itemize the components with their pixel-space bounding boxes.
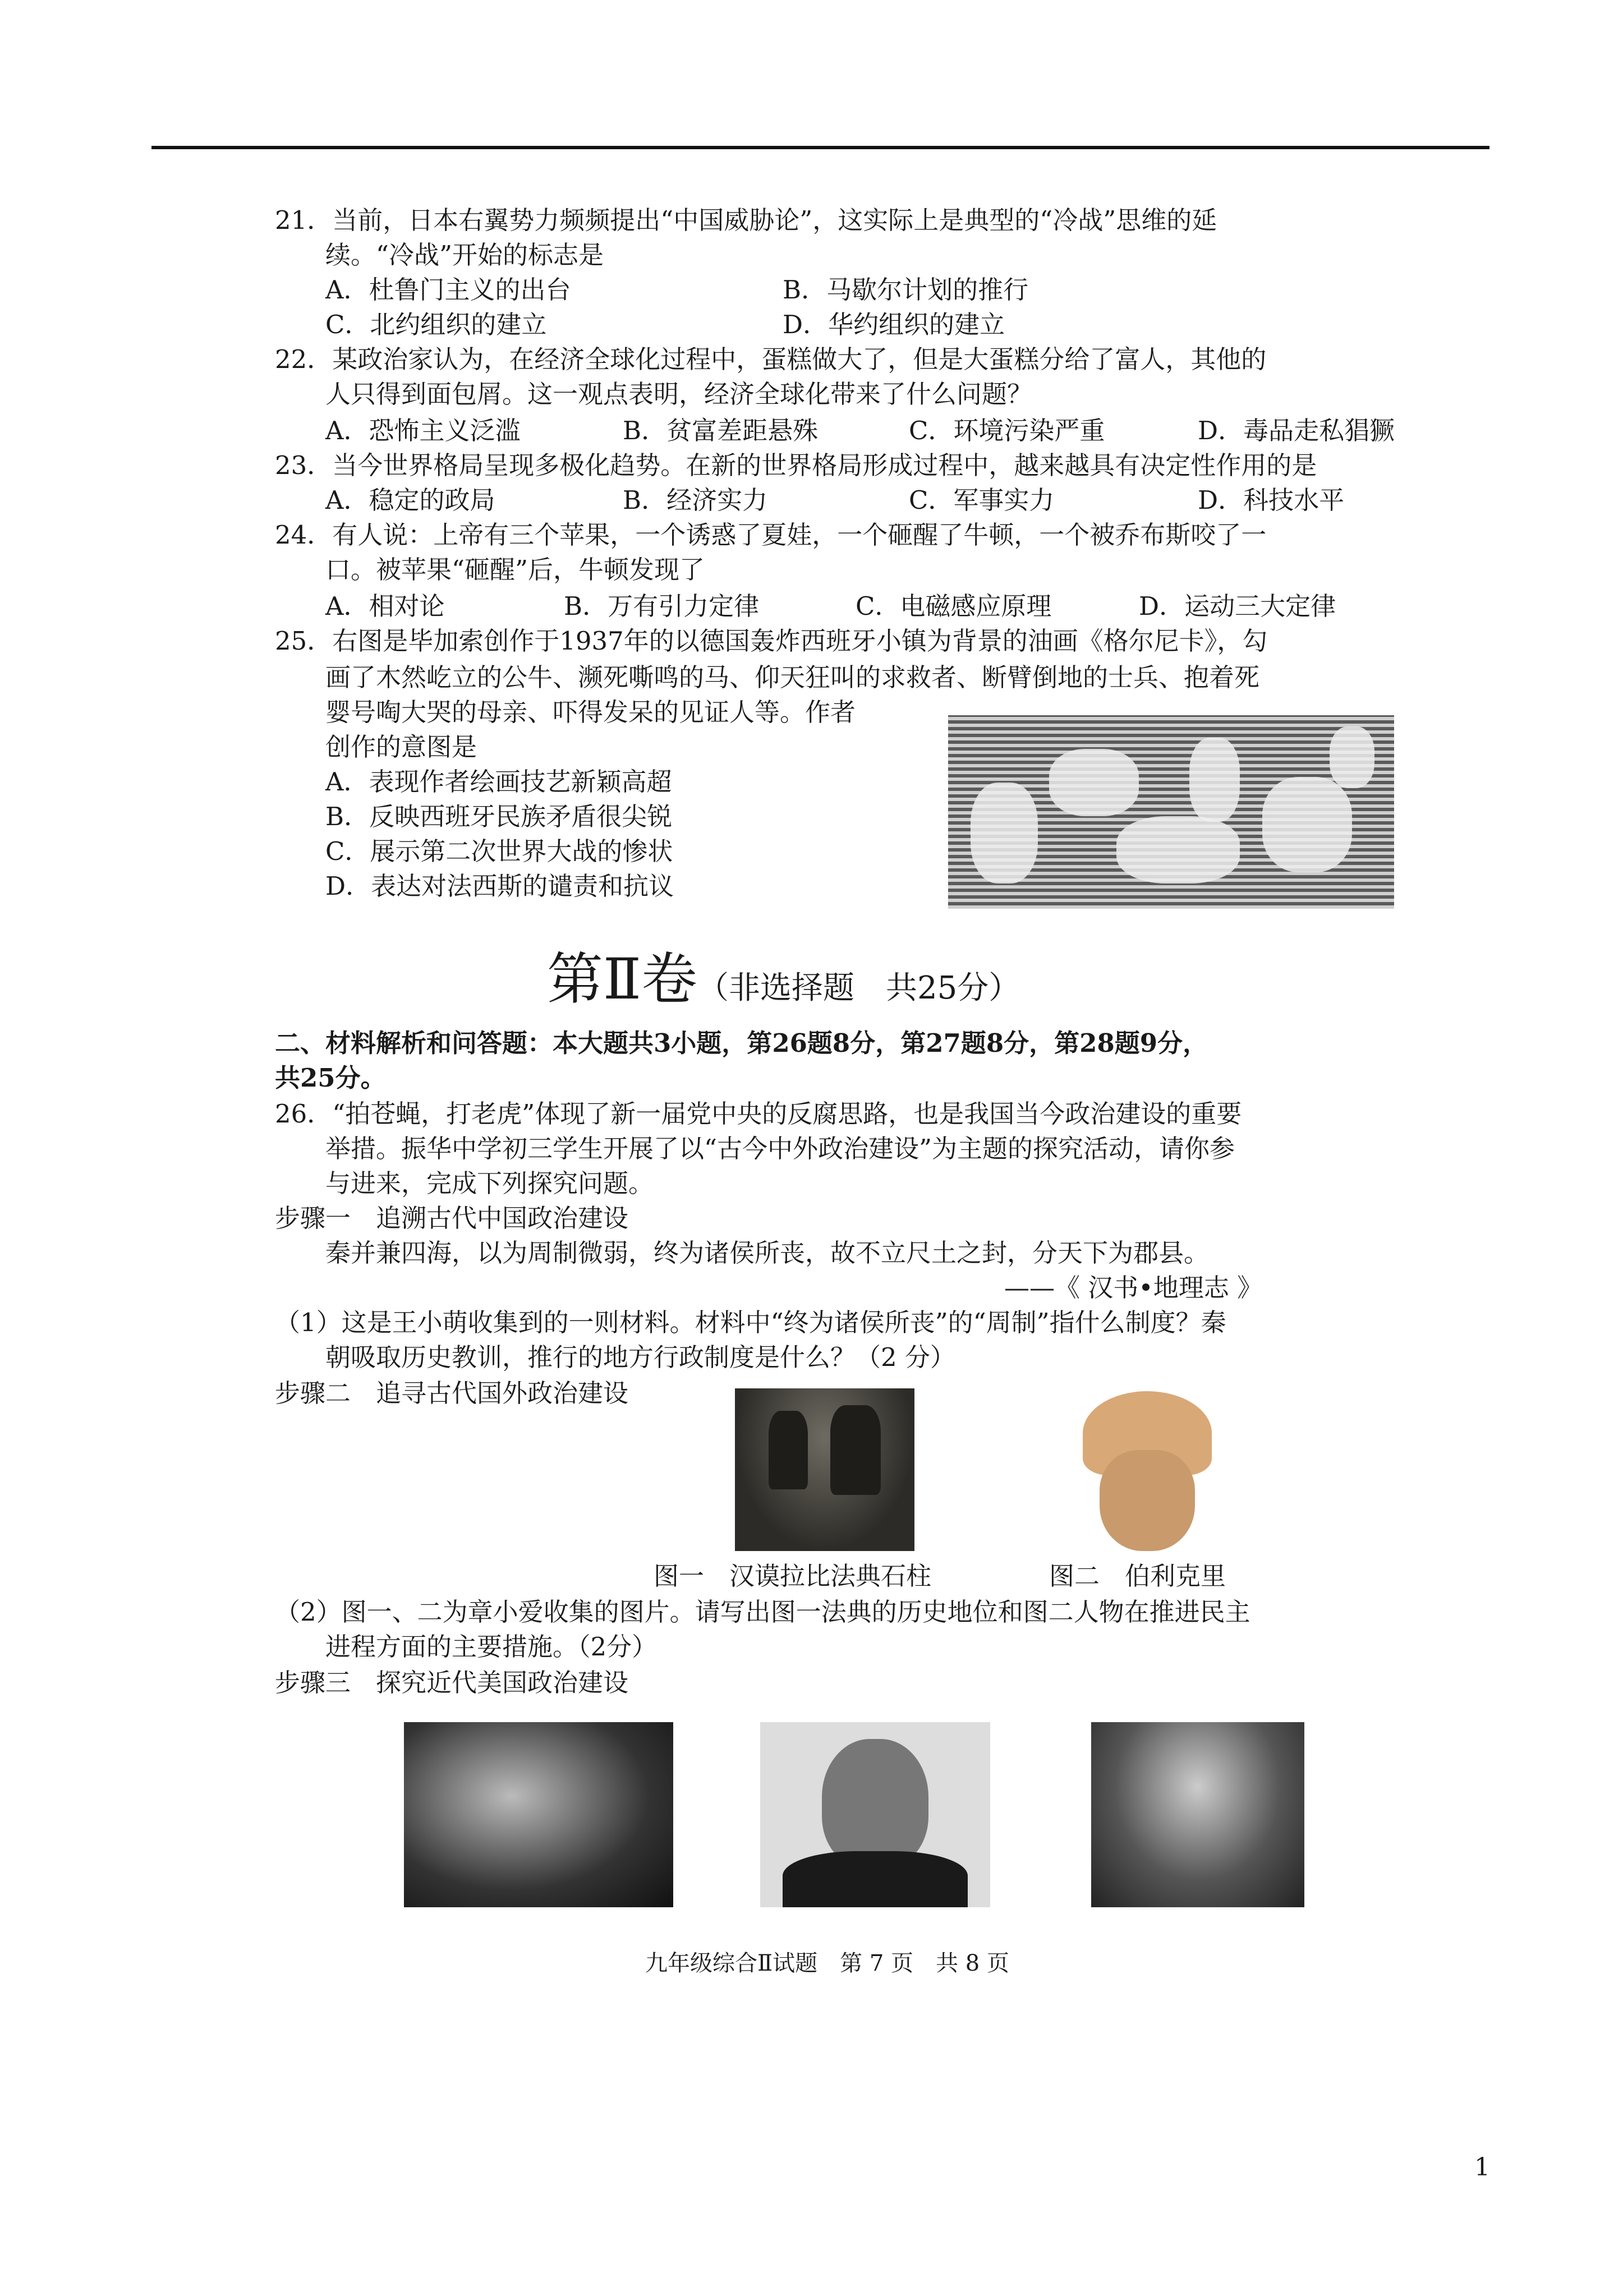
- q21-option-b: B．马歇尔计划的推行: [783, 275, 1029, 305]
- q26-sub2-line2: 进程方面的主要措施。（2分）: [325, 1632, 658, 1662]
- section-two-heading-line2: 共25分。: [275, 1063, 386, 1093]
- q24-option-b: B．万有引力定律: [564, 591, 760, 621]
- q25-stem-line3: 婴号啕大哭的母亲、吓得发呆的见证人等。作者: [325, 697, 856, 727]
- q22-option-c: C．环境污染严重: [909, 416, 1105, 445]
- q24-option-c: C．电磁感应原理: [856, 591, 1052, 621]
- q26-stem-line3: 与进来，完成下列探究问题。: [325, 1168, 654, 1198]
- q23-option-d: D．科技水平: [1198, 485, 1345, 515]
- q22-stem-line1: 22．某政治家认为，在经济全球化过程中，蛋糕做大了，但是大蛋糕分给了富人，其他的: [275, 344, 1267, 374]
- page-number: 1: [1474, 2153, 1490, 2182]
- q26-stem-line1: 26．“拍苍蝇，打老虎”体现了新一届党中央的反腐思路，也是我国当今政治建设的重要: [275, 1099, 1242, 1129]
- q26-sub1-line2: 朝吸取历史教训，推行的地方行政制度是什么？（2 分）: [325, 1342, 955, 1372]
- q26-step2: 步骤二 追寻古代国外政治建设: [275, 1378, 629, 1408]
- q24-option-d: D．运动三大定律: [1139, 591, 1336, 621]
- q22-option-a: A．恐怖主义泛滥: [325, 416, 521, 445]
- header-rule: [151, 146, 1489, 149]
- q25-stem-line2: 画了木然屹立的公牛、濒死嘶鸣的马、仰天狂叫的求救者、断臂倒地的士兵、抱着死: [325, 662, 1260, 692]
- q24-stem-line2: 口。被苹果“砸醒”后，牛顿发现了: [325, 555, 705, 585]
- q26-step1: 步骤一 追溯古代中国政治建设: [275, 1203, 629, 1233]
- q26-quote-source: ——《 汉书•地理志 》: [1004, 1273, 1263, 1303]
- guernica-painting-image: [948, 715, 1394, 909]
- q23-stem: 23．当今世界格局呈现多极化趋势。在新的世界格局形成过程中，越来越具有决定性作用的是: [275, 450, 1317, 480]
- q23-option-c: C．军事实力: [909, 485, 1055, 515]
- part2-title: [547, 934, 1020, 1015]
- roosevelt-photo-image: [1091, 1722, 1304, 1907]
- q23-option-a: A．稳定的政局: [325, 485, 495, 515]
- q22-stem-line2: 人只得到面包屑。这一观点表明，经济全球化带来了什么问题？: [325, 379, 1033, 409]
- q22-option-d: D．毒品走私猖獗: [1198, 416, 1395, 445]
- q26-sub1-line1: （1）这是王小萌收集到的一则材料。材料中“终为诸侯所丧”的“周制”指什么制度？秦: [275, 1308, 1226, 1337]
- historical-photo-1: [404, 1722, 673, 1907]
- q21-stem-line2: 续。“冷战”开始的标志是: [325, 240, 604, 270]
- q22-option-b: B．贫富差距悬殊: [623, 416, 819, 445]
- q26-stem-line2: 举措。振华中学初三学生开展了以“古今中外政治建设”为主题的探究活动，请你参: [325, 1134, 1235, 1163]
- lincoln-portrait-image: [760, 1722, 990, 1907]
- q25-stem-line1: 25．右图是毕加索创作于1937年的以德国轰炸西班牙小镇为背景的油画《格尔尼卡》，勾: [275, 626, 1268, 656]
- q25-option-d: D．表达对法西斯的谴责和抗议: [325, 871, 674, 901]
- q25-option-a: A．表现作者绘画技艺新颖高超: [325, 767, 672, 797]
- q24-stem-line1: 24．有人说：上帝有三个苹果，一个诱惑了夏娃，一个砸醒了牛顿，一个被乔布斯咬了一: [275, 520, 1267, 550]
- q24-option-a: A．相对论: [325, 591, 445, 621]
- q21-option-a: A．杜鲁门主义的出台: [325, 275, 571, 305]
- part2-title-sub: （非选择题 共25分）: [697, 970, 1020, 1006]
- section-two-heading-line1: 二、材料解析和问答题：本大题共3小题，第26题8分，第27题8分，第28题9分，: [275, 1028, 1208, 1058]
- q21-option-c: C．北约组织的建立: [325, 310, 547, 339]
- q23-option-b: B．经济实力: [623, 485, 768, 515]
- q25-stem-line4: 创作的意图是: [325, 732, 477, 762]
- figure1-caption: 图一 汉谟拉比法典石柱: [654, 1561, 932, 1591]
- q26-quote: 秦并兼四海，以为周制微弱，终为诸侯所丧，故不立尺土之封，分天下为郡县。: [325, 1238, 1210, 1268]
- q26-step3: 步骤三 探究近代美国政治建设: [275, 1668, 629, 1697]
- q25-option-b: B．反映西班牙民族矛盾很尖锐: [325, 802, 673, 831]
- hammurabi-stele-image: [735, 1388, 914, 1551]
- pericles-bust-image: [1055, 1388, 1240, 1557]
- q25-option-c: C．展示第二次世界大战的惨状: [325, 836, 673, 866]
- figure2-caption: 图二 伯利克里: [1049, 1561, 1226, 1591]
- q21-option-d: D．华约组织的建立: [783, 310, 1005, 339]
- page-footer: 九年级综合Ⅱ试题 第 7 页 共 8 页: [645, 1950, 1009, 1976]
- q21-stem-line1: 21．当前，日本右翼势力频频提出“中国威胁论”，这实际上是典型的“冷战”思维的延: [275, 205, 1217, 235]
- q26-sub2-line1: （2）图一、二为章小爱收集的图片。请写出图一法典的历史地位和图二人物在推进民主: [275, 1597, 1250, 1627]
- part2-title-main: 第Ⅱ卷: [547, 946, 697, 1012]
